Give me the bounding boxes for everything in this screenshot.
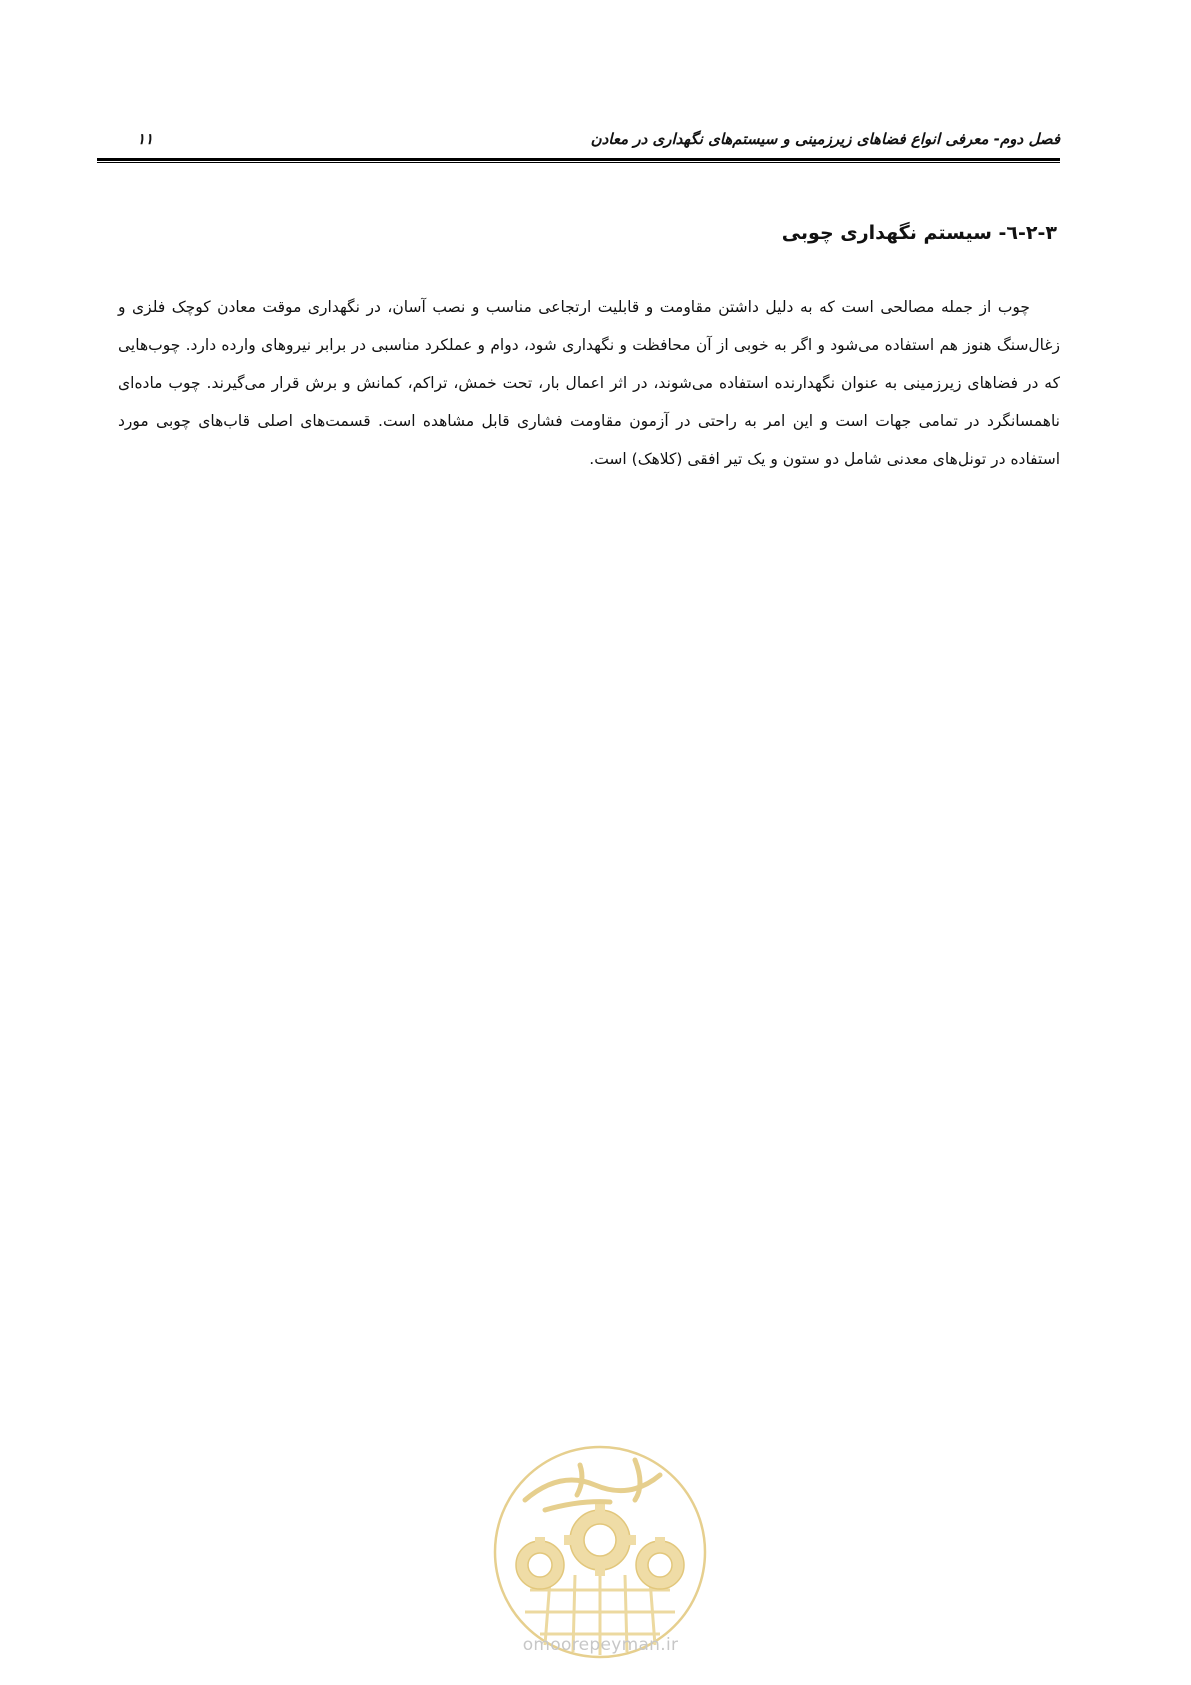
running-header [97,128,1060,158]
body-paragraph: چوب از جمله مصالحی است که به دلیل داشتن مقاومت و قابلیت ارتجاعی مناسب و نصب آسان، در نگهداری موقت معادن کوچک فلزی و زغال‌سنگ هنوز هم استفاده می‌شود و اگر به خوبی از آن محافظت و نگهداری شود، دوام و عملکرد مناسبی در برابر نیروهای وارده دارد. چوب‌هایی که در فضاهای زیرزمینی به عنوان نگهدارنده استفاده می‌شوند، در اثر اعمال بار، تحت خمش، تراکم، کمانش و برش قرار می‌گیرند. چوب ماده‌ای ناهمسانگرد در تمامی جهات است و این امر به راحتی در آزمون مقاومت فشاری قابل مشاهده است. قسمت‌های اصلی قاب‌های چوبی مورد استفاده در تونل‌های معدنی شامل دو ستون و یک تیر افقی (کلاهک) است. [118,297,1060,468]
header-rule [97,158,1060,163]
watermark-site: omoorepeyman.ir [522,1635,679,1655]
chapter-title: فصل دوم- معرفی انواع فضاهای زیرزمینی و سیستم‌های نگهداری در معادن [590,130,1060,148]
watermark-logo-icon [485,1440,715,1665]
section-heading: ۲-۳-٦- سیستم نگهداری چوبی [781,222,1057,244]
page-number: ۱۱ [137,130,154,148]
